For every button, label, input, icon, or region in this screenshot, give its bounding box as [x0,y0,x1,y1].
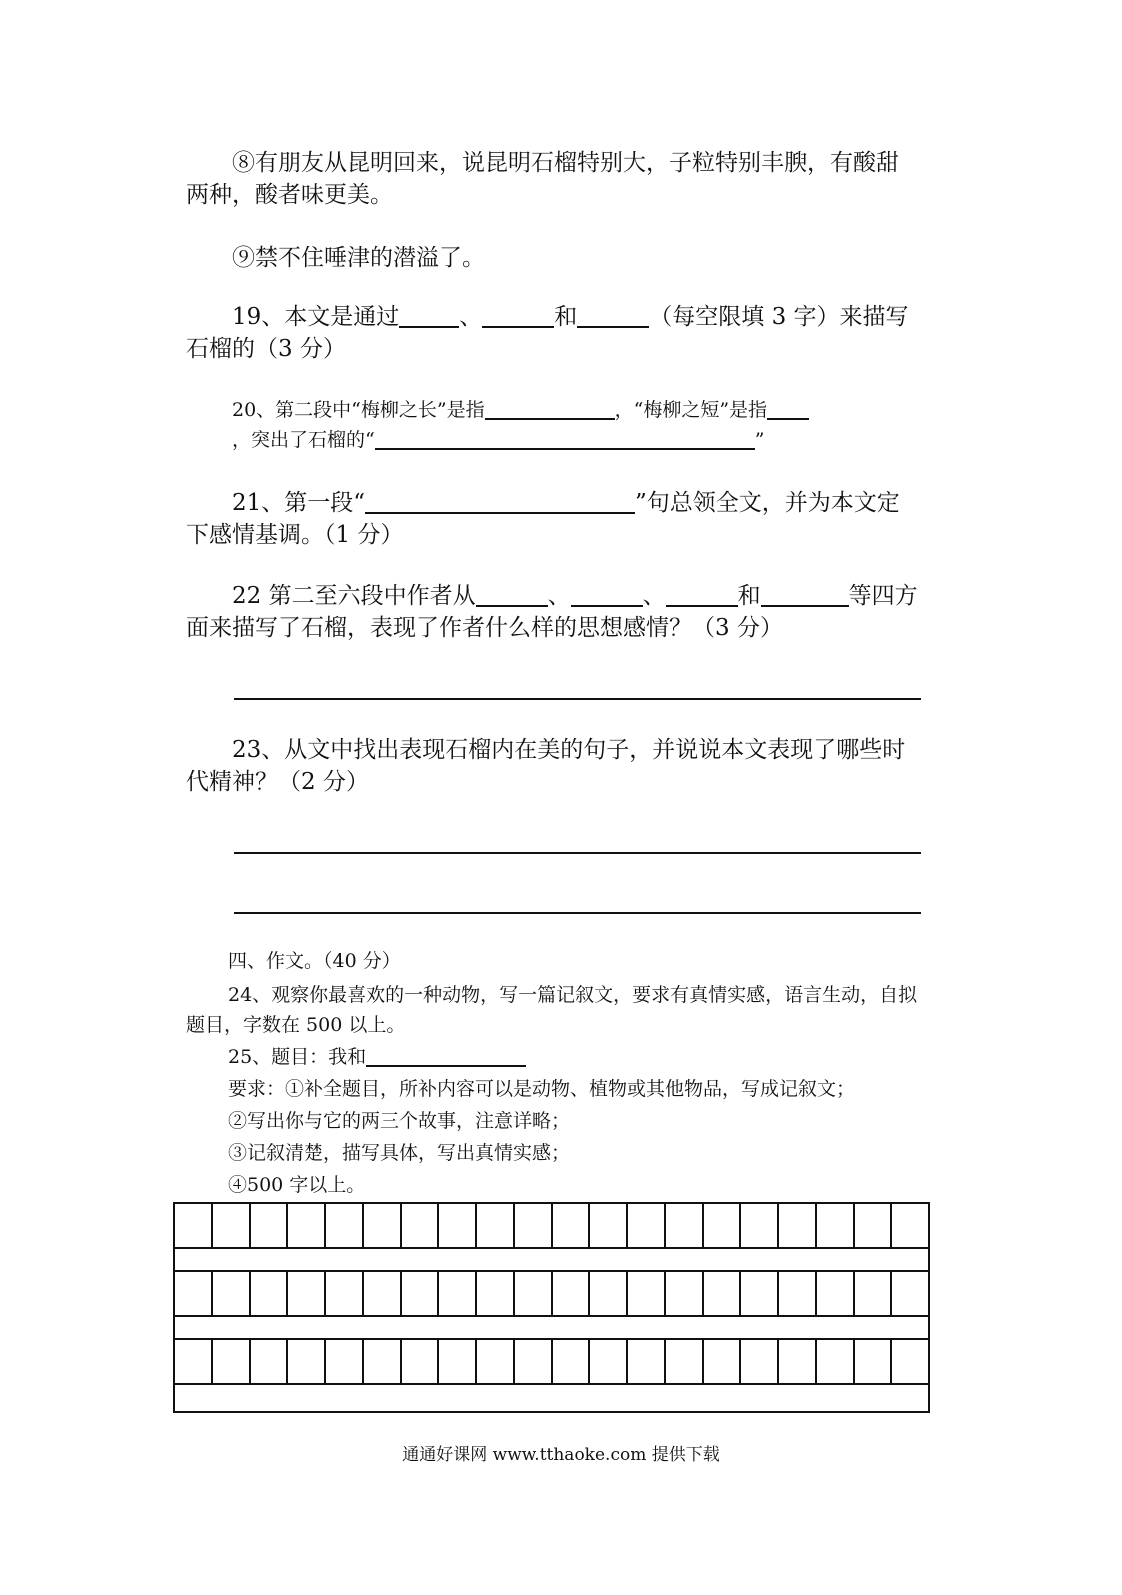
grid-cell[interactable] [892,1340,928,1383]
grid-cell[interactable] [855,1340,893,1383]
composition-grid [173,1202,930,1413]
grid-cell[interactable] [364,1204,402,1247]
grid-cell[interactable] [515,1272,553,1315]
question-19 [186,301,921,365]
answer-line-22[interactable] [234,698,921,700]
grid-cell[interactable] [741,1340,779,1383]
q19-text-d: （每空限填 3 字）来描写石榴的（3 分） [186,304,909,362]
q21-text-b: ”句总领全文，并为本文定下感情基调。（1 分） [186,490,900,548]
q25-blank[interactable] [366,1045,526,1067]
grid-cell[interactable] [477,1340,515,1383]
grid-cell[interactable] [590,1272,628,1315]
grid-cell[interactable] [741,1272,779,1315]
requirement-3: ③记叙清楚，描写具体，写出真情实感； [228,1142,571,1164]
grid-cell[interactable] [439,1340,477,1383]
q25-text: 25、题目：我和 [228,1046,367,1068]
q20-blank-3[interactable] [375,428,755,450]
grid-cell[interactable] [326,1340,364,1383]
paragraph-8: ⑧有朋友从昆明回来，说昆明石榴特别大，子粒特别丰腴，有酸甜两种，酸者味更美。 [186,150,899,208]
grid-cell[interactable] [175,1272,213,1315]
question-21 [186,487,921,551]
grid-cell[interactable] [779,1272,817,1315]
grid-gap-2 [175,1317,928,1340]
grid-cell[interactable] [704,1272,742,1315]
q19-text-c: 和 [554,304,578,330]
q20-text-a: 20、第二段中“梅柳之长”是指 [232,399,485,421]
grid-cell[interactable] [251,1272,289,1315]
q22-blank-2[interactable] [571,581,643,607]
section-4-heading: 四、作文。（40 分） [228,950,401,972]
grid-cell[interactable] [892,1272,928,1315]
grid-cell[interactable] [402,1272,440,1315]
grid-cell[interactable] [628,1204,666,1247]
requirement-1: 要求：①补全题目，所补内容可以是动物、植物或其他物品，写成记叙文； [228,1078,856,1100]
q22-blank-3[interactable] [666,581,738,607]
q20-text-c: ，突出了石榴的“ [232,429,375,451]
grid-cell[interactable] [213,1272,251,1315]
grid-cell[interactable] [817,1204,855,1247]
q21-text-a: 21、第一段“ [232,490,366,516]
grid-cell[interactable] [892,1204,928,1247]
grid-cell[interactable] [175,1204,213,1247]
grid-cell[interactable] [364,1340,402,1383]
grid-cell[interactable] [439,1272,477,1315]
paragraph-9: ⑨禁不住唾津的潜溢了。 [232,245,485,271]
q19-text-a: 19、本文是通过 [232,304,400,330]
grid-cell[interactable] [515,1204,553,1247]
grid-cell[interactable] [213,1204,251,1247]
grid-row-1 [175,1204,928,1249]
q22-text-c: 、 [642,583,666,609]
q22-text-e: 等四方面来描写了石榴，表现了作者什么样的思想感情？（3 分） [186,583,918,641]
grid-cell[interactable] [779,1340,817,1383]
grid-cell[interactable] [628,1340,666,1383]
grid-cell[interactable] [817,1272,855,1315]
grid-cell[interactable] [251,1204,289,1247]
q19-blank-2[interactable] [482,302,554,328]
grid-cell[interactable] [515,1340,553,1383]
grid-cell[interactable] [402,1204,440,1247]
grid-cell[interactable] [288,1340,326,1383]
q22-blank-4[interactable] [761,581,849,607]
q19-blank-3[interactable] [577,302,649,328]
grid-cell[interactable] [855,1272,893,1315]
grid-cell[interactable] [439,1204,477,1247]
grid-row-2 [175,1272,928,1317]
grid-cell[interactable] [364,1272,402,1315]
grid-cell[interactable] [590,1340,628,1383]
grid-cell[interactable] [704,1340,742,1383]
question-24: 24、观察你最喜欢的一种动物，写一篇记叙文，要求有真情实感，语言生动，自拟题目，字数在 500 以上。 [186,984,918,1036]
q22-blank-1[interactable] [476,581,548,607]
footer: 通通好课网 www.tthaoke.com 提供下载 [402,1445,720,1465]
grid-cell[interactable] [553,1272,591,1315]
q22-text-a: 22 第二至六段中作者从 [232,583,476,609]
grid-cell[interactable] [326,1272,364,1315]
grid-cell[interactable] [213,1340,251,1383]
grid-cell[interactable] [855,1204,893,1247]
grid-gap-3 [175,1385,928,1406]
grid-cell[interactable] [288,1272,326,1315]
q22-text-b: 、 [547,583,571,609]
answer-line-23-1[interactable] [234,852,921,854]
requirement-4: ④500 字以上。 [228,1174,366,1196]
q20-text-b: ，“梅柳之短”是指 [614,399,768,421]
grid-cell[interactable] [666,1272,704,1315]
grid-cell[interactable] [251,1340,289,1383]
q21-blank-1[interactable] [365,488,635,514]
requirement-2: ②写出你与它的两三个故事，注意详略； [228,1110,571,1132]
q20-blank-2[interactable] [767,398,809,420]
grid-cell[interactable] [741,1204,779,1247]
grid-cell[interactable] [402,1340,440,1383]
grid-cell[interactable] [590,1204,628,1247]
question-20 [232,395,967,455]
grid-cell[interactable] [288,1204,326,1247]
grid-gap-1 [175,1249,928,1272]
grid-cell[interactable] [477,1204,515,1247]
grid-cell[interactable] [477,1272,515,1315]
q19-text-b: 、 [459,304,483,330]
grid-cell[interactable] [817,1340,855,1383]
grid-cell[interactable] [175,1340,213,1383]
q20-text-d: ” [754,429,765,451]
q22-text-d: 和 [737,583,761,609]
grid-cell[interactable] [326,1204,364,1247]
question-23: 23、从文中找出表现石榴内在美的句子，并说说本文表现了哪些时代精神？（2 分） [186,737,906,795]
grid-cell[interactable] [553,1204,591,1247]
grid-row-3 [175,1340,928,1385]
q20-blank-1[interactable] [485,398,615,420]
grid-cell[interactable] [779,1204,817,1247]
grid-cell[interactable] [553,1340,591,1383]
grid-cell[interactable] [628,1272,666,1315]
question-22 [186,580,921,644]
answer-line-23-2[interactable] [234,912,921,914]
grid-cell[interactable] [704,1204,742,1247]
grid-cell[interactable] [666,1204,704,1247]
q19-blank-1[interactable] [399,302,459,328]
question-25 [228,1042,963,1072]
grid-cell[interactable] [666,1340,704,1383]
